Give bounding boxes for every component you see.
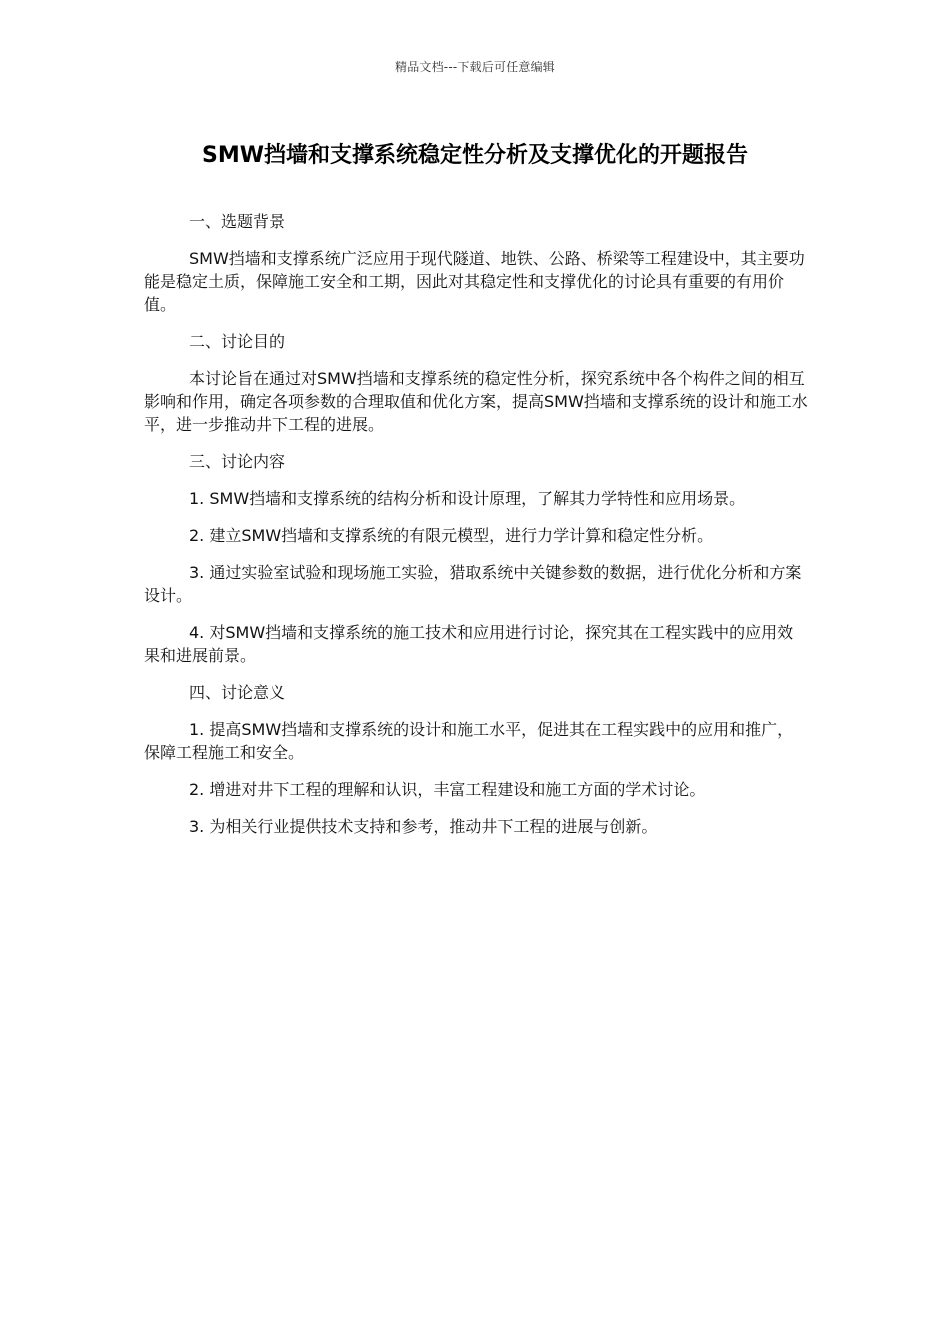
significance-item-3: 3. 为相关行业提供技术支持和参考，推动井下工程的进展与创新。 — [189, 817, 658, 836]
content-item-4: 4. 对SMW挡墙和支撑系统的施工技术和应用进行讨论，探究其在工程实践中的应用效果和进展前景。 — [144, 623, 794, 665]
header-watermark: 精品文档---下载后可任意编辑 — [395, 60, 555, 74]
content-item-1: 1. SMW挡墙和支撑系统的结构分析和设计原理，了解其力学特性和应用场景。 — [189, 489, 746, 508]
section-heading-purpose: 二、讨论目的 — [189, 332, 286, 351]
content-item-2: 2. 建立SMW挡墙和支撑系统的有限元模型，进行力学计算和稳定性分析。 — [189, 526, 714, 545]
paragraph-purpose: 本讨论旨在通过对SMW挡墙和支撑系统的稳定性分析，探究系统中各个构件之间的相互影响和作用，确定各项参数的合理取值和优化方案，提高SMW挡墙和支撑系统的设计和施工水平，进一步推动井下工程的进展。 — [144, 369, 808, 434]
document-body — [144, 210, 808, 852]
content-item-3: 3. 通过实验室试验和现场施工实验，猎取系统中关键参数的数据，进行优化分析和方案设计。 — [144, 563, 802, 605]
paragraph-background: SMW挡墙和支撑系统广泛应用于现代隧道、地铁、公路、桥梁等工程建设中，其主要功能是稳定土质，保障施工安全和工期，因此对其稳定性和支撑优化的讨论具有重要的有用价值。 — [144, 249, 805, 314]
significance-item-2: 2. 增进对井下工程的理解和认识，丰富工程建设和施工方面的学术讨论。 — [189, 780, 706, 799]
section-heading-background: 一、选题背景 — [189, 212, 286, 231]
section-heading-content: 三、讨论内容 — [189, 452, 286, 471]
section-heading-significance: 四、讨论意义 — [189, 683, 286, 702]
significance-item-1: 1. 提高SMW挡墙和支撑系统的设计和施工水平，促进其在工程实践中的应用和推广，保障工程施工和安全。 — [144, 720, 794, 762]
document-title: SMW挡墙和支撑系统稳定性分析及支撑优化的开题报告 — [201, 143, 748, 168]
